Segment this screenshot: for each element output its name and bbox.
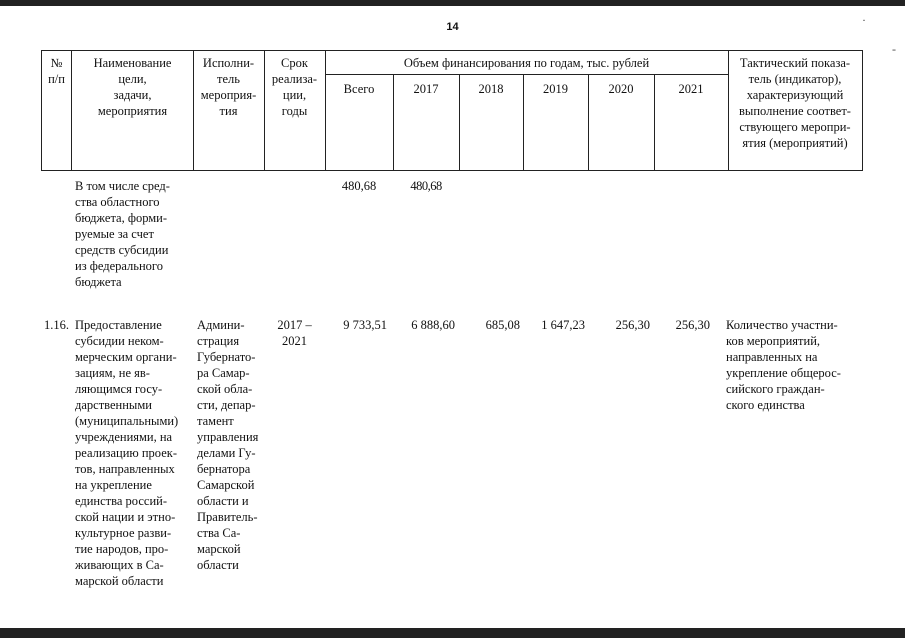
page-number: 14 bbox=[446, 21, 459, 33]
row-name: В том числе сред- ства областного бюджета, форми- руемые за счет средств субсидии из федерального бюджета bbox=[75, 179, 170, 289]
row-2019: 1 647,23 bbox=[541, 318, 585, 332]
scan-speck: · bbox=[862, 13, 866, 27]
row-2021: 256,30 bbox=[675, 318, 710, 332]
header-name: Наименование цели, задачи, мероприятия bbox=[93, 56, 172, 118]
row-name: Предоставление субсидии неком- мерческим органи- зациям, не яв- ляющимся госу- дарственными (муниципальными) учреждениями, на реализацию проек- тов, направленных на укрепление единства россий- ской нации и этно- культурное разви- тие народов, про- живающих в Са- марской области bbox=[75, 318, 179, 588]
scan-speck: - bbox=[892, 42, 896, 56]
header-total: Всего bbox=[343, 82, 375, 96]
row-2018: 685,08 bbox=[485, 318, 520, 332]
header-executor: Исполни- тель мероприя- тия bbox=[200, 56, 257, 118]
row-total: 480,68 bbox=[341, 179, 377, 193]
scan-bottom-edge bbox=[0, 628, 905, 638]
header-year: 2018 bbox=[478, 82, 504, 96]
row-2020: 256,30 bbox=[615, 318, 650, 332]
header-year: 2020 bbox=[608, 82, 634, 96]
header-term: Срок реализа- ции, годы bbox=[271, 56, 318, 118]
row-2017: 480,68 bbox=[410, 179, 442, 193]
row-term: 2017 – 2021 bbox=[277, 318, 312, 348]
row-executor: Админи- страция Губернато- ра Самар- ской обла- сти, депар- тамент управления делами Гу- бернатора Самарской области и Правитель- ства Са- марской области bbox=[197, 318, 259, 572]
header-year: 2017 bbox=[413, 82, 439, 96]
header-indicator: Тактический показа- тель (индикатор), характеризующий выполнение соответ- ствующего меропри- ятия (мероприятий) bbox=[739, 56, 851, 150]
row-2017: 6 888,60 bbox=[411, 318, 455, 332]
scan-top-edge bbox=[0, 0, 905, 6]
header-year: 2021 bbox=[678, 82, 704, 96]
row-total: 9 733,51 bbox=[343, 318, 387, 332]
header-financing: Объем финансирования по годам, тыс. рублей bbox=[403, 56, 650, 70]
header-year: 2019 bbox=[543, 82, 568, 96]
row-num: 1.16. bbox=[44, 318, 69, 332]
row-indicator: Количество участни- ков мероприятий, направленных на укрепление общерос- сийского граждан- ского единства bbox=[726, 318, 841, 412]
header-num: № п/п bbox=[48, 56, 65, 86]
